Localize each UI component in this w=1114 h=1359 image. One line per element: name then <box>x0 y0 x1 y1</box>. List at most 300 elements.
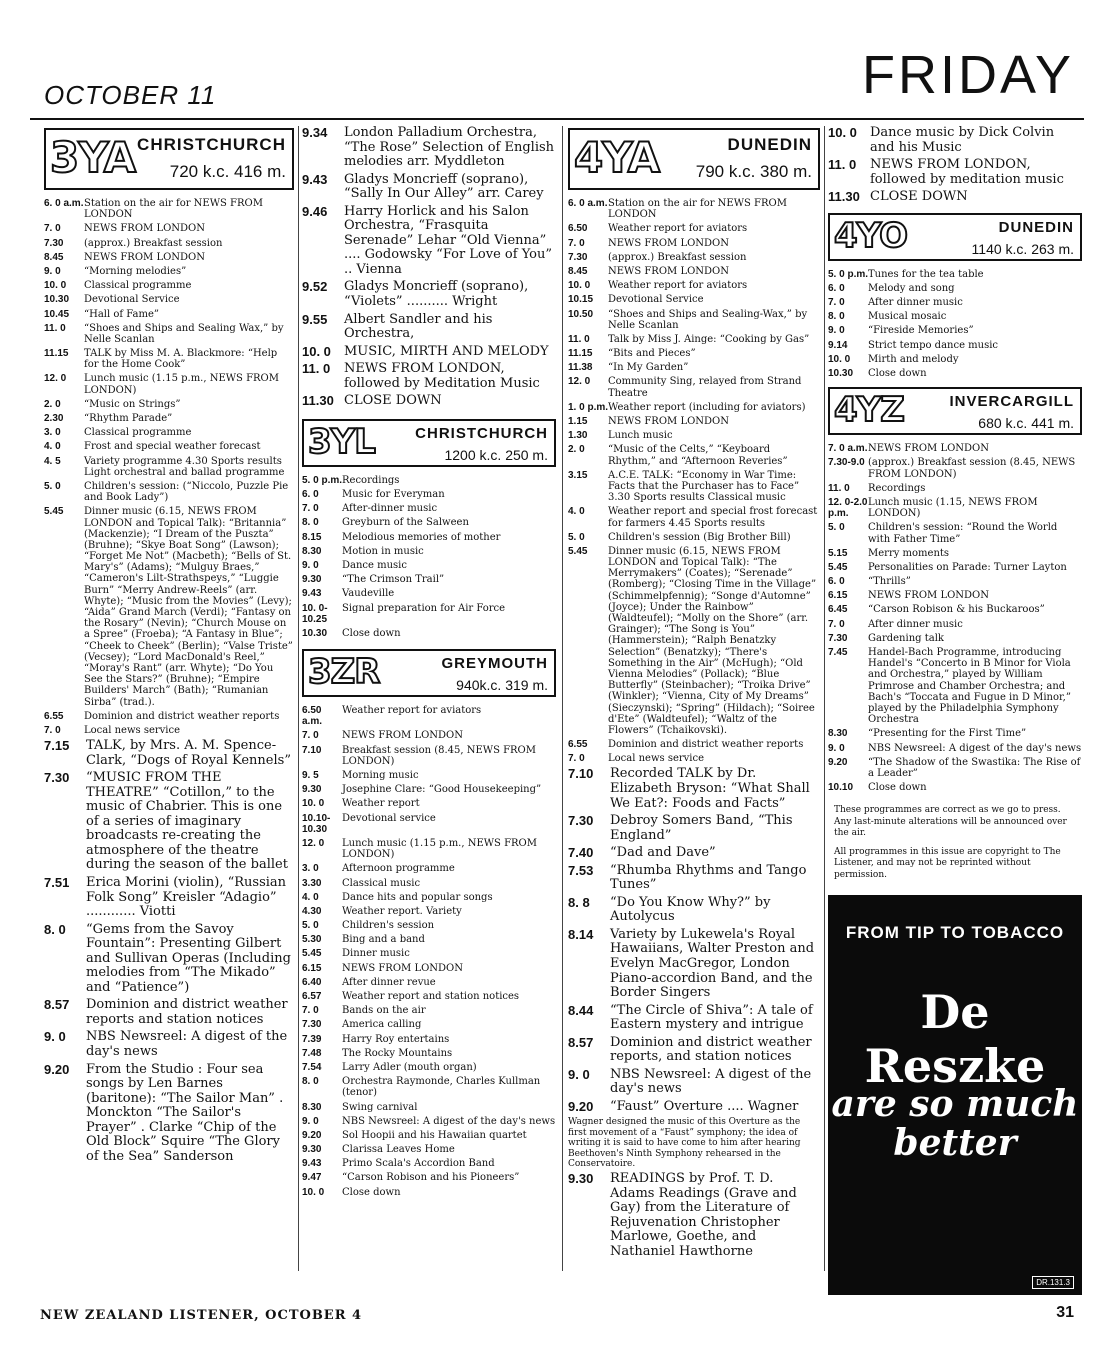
entry-time: 7.45 <box>828 647 848 659</box>
programme-entry <box>302 517 556 528</box>
entry-time: 7.39 <box>302 1033 322 1045</box>
programme-entry <box>302 991 556 1002</box>
programme-entry <box>302 173 556 202</box>
programme-entry <box>302 1158 556 1169</box>
programme-entry <box>44 725 294 736</box>
entry-time: 7.30 <box>568 813 594 829</box>
entry-time: 10. 0 <box>44 280 67 292</box>
entry-description: (approx.) Breakfast session (8.45, NEWS FROM LONDON) <box>868 457 1076 480</box>
entry-description: Dance music <box>342 559 407 571</box>
entry-time: 6.15 <box>302 962 322 974</box>
entry-description: Weather report <box>342 798 420 810</box>
programme-entry <box>44 223 294 234</box>
entry-description: NEWS FROM LONDON, followed by meditation music <box>870 157 1064 187</box>
entry-description: “Shoes and Ships and Sealing-Wax,” by Nelle Scanlan <box>608 308 808 331</box>
station-city: CHRISTCHURCH <box>137 135 286 154</box>
station-frequency: 940k.c. 319 m. <box>456 677 548 694</box>
entry-description: Handel-Bach Programme, introducing Handel's “Concerto in B Minor for Viola and Orchestra,” played by William Primrose and Chamber Orchestra; and Bach's “Toccata and Fugue in D Minor,” played by the Philadelphia Symphony Orchestra <box>868 647 1071 726</box>
entry-time: 11.15 <box>44 348 69 360</box>
station-box-3yl <box>302 419 556 467</box>
entry-time: 10.30 <box>44 294 70 306</box>
entry-description: NBS Newsreel: A digest of the day's news <box>610 1066 812 1097</box>
ad-slogan: are so much better <box>831 1082 1079 1165</box>
entry-description: NEWS FROM LONDON <box>608 416 729 427</box>
entry-description: “In My Garden” <box>608 362 689 374</box>
entry-time: 6. 0 a.m. <box>44 198 84 209</box>
entry-time: 4. 0 <box>44 441 61 453</box>
entry-description: Mirth and melody <box>868 353 959 365</box>
entry-time: 12. 0-2.0 p.m. <box>828 496 868 520</box>
entry-time: 11. 0 <box>44 322 66 334</box>
programme-entry <box>302 1019 556 1030</box>
entry-description: Children's session: “Round the World with Father Time” <box>868 522 1058 545</box>
entry-time: 2. 0 <box>44 398 61 410</box>
programme-entry <box>568 739 820 750</box>
programme-entry <box>302 1144 556 1155</box>
entry-time: 7. 0 <box>302 730 319 742</box>
page-date: OCTOBER 11 <box>44 80 217 110</box>
entry-description: Station on the air for NEWS FROM LONDON <box>608 198 787 221</box>
entry-description: “Morning melodies” <box>84 265 187 277</box>
programme-entry <box>302 770 556 781</box>
station-city: INVERCARGILL <box>949 393 1074 411</box>
station-city: DUNEDIN <box>998 218 1074 236</box>
programme-entry <box>44 373 294 395</box>
entry-description: NEWS FROM LONDON, followed by Meditation Music <box>344 361 540 391</box>
programme-entry <box>828 190 1082 205</box>
entry-time: 7. 0 <box>44 724 61 736</box>
entry-time: 11.30 <box>828 189 860 205</box>
entry-time: 8.14 <box>568 926 594 942</box>
programme-entry <box>302 838 556 860</box>
entry-description: Weather report. Variety <box>342 905 462 917</box>
entry-description: Devotional Service <box>608 294 704 306</box>
entry-description: “Do You Know Why?” by Autolycus <box>610 894 771 925</box>
programme-entry <box>568 444 820 466</box>
programme-entry <box>44 923 294 996</box>
entry-time: 7.10 <box>568 766 594 782</box>
schedule-list <box>302 475 556 639</box>
entry-time: 9.43 <box>302 588 322 600</box>
entry-description: “Bits and Pieces” <box>608 348 696 360</box>
programme-entry <box>568 1004 820 1033</box>
entry-time: 6.50 a.m. <box>302 705 323 728</box>
entry-description: Frost and special weather forecast <box>84 441 261 453</box>
entry-description: MUSIC, MIRTH AND MELODY <box>344 343 549 359</box>
programme-entry <box>302 1172 556 1183</box>
station-frequency: 680 k.c. 441 m. <box>978 415 1074 432</box>
programme-entry <box>568 846 820 861</box>
entry-time: 9.52 <box>302 279 328 295</box>
entry-description: Erica Morini (violin), “Russian Folk Song” Kreisler “Adagio” ............ Viotti <box>86 874 287 920</box>
entry-description: Devotional service <box>342 812 436 824</box>
entry-description: “Music of the Celts,” “Keyboard Rhythm,” and “Afternoon Reveries” <box>608 444 788 467</box>
entry-description: NEWS FROM LONDON <box>342 962 463 974</box>
entry-time: 9.43 <box>302 1158 322 1170</box>
entry-time: 9.46 <box>302 203 328 219</box>
entry-time: 5. 0 <box>828 522 845 534</box>
entry-time: 5.30 <box>302 934 322 946</box>
programme-entry <box>568 280 820 291</box>
entry-description: Breakfast session (8.45, NEWS FROM LONDON) <box>342 744 536 767</box>
entry-time: 8.30 <box>302 545 322 557</box>
schedule-list <box>828 269 1082 380</box>
entry-description: NEWS FROM LONDON <box>342 730 463 742</box>
programme-entry <box>44 309 294 320</box>
entry-time: 4. 0 <box>302 891 319 903</box>
ad-tagline: FROM TIP TO TOBACCO <box>845 922 1065 942</box>
entry-time: 11. 0 <box>828 482 850 494</box>
programme-entry <box>568 266 820 277</box>
entry-description: Strict tempo dance music <box>868 339 999 351</box>
entry-description: Close down <box>342 627 401 639</box>
entry-time: 12. 0 <box>302 837 325 849</box>
entry-time: 6.15 <box>828 590 848 602</box>
programme-entry <box>828 126 1082 155</box>
schedule-list <box>828 443 1082 793</box>
programme-entry <box>302 1102 556 1113</box>
entry-time: 10. 0 <box>568 280 591 292</box>
station-city: DUNEDIN <box>727 135 812 154</box>
programme-entry <box>568 470 820 504</box>
entry-description: Lunch music (1.15 p.m., NEWS FROM LONDON) <box>342 837 537 861</box>
programme-entry <box>568 223 820 234</box>
entry-time: 7.48 <box>302 1047 322 1059</box>
entry-description: Dominion and district weather reports <box>84 710 280 722</box>
entry-time: 6. 0 <box>828 282 845 294</box>
entry-description: “Gems from the Savoy Fountain”: Presenting Gilbert and Sullivan Operas (Including melodies from “The Mikado” and “Patience”) <box>86 921 291 995</box>
programme-entry <box>302 588 556 599</box>
entry-description: READINGS by Prof. T. D. Adams Readings (Grave and Gay) from the Literature of Rejuvenation Christopher Marlowe, Goethe, and Nathaniel Hawthorne <box>610 1171 797 1259</box>
entry-description: Weather report for aviators <box>608 280 748 292</box>
programme-entry <box>302 892 556 903</box>
entry-description: “Presenting for the First Time” <box>868 728 1027 740</box>
entry-time: 12. 0 <box>44 373 67 385</box>
station-call: 3ZR <box>308 652 380 693</box>
entry-time: 6.55 <box>568 739 588 751</box>
programme-entry <box>44 1030 294 1059</box>
entry-description: NEWS FROM LONDON <box>84 251 205 263</box>
programme-entry <box>828 590 1082 601</box>
programme-entry <box>568 864 820 893</box>
programme-entry <box>302 1116 556 1127</box>
entry-time: 7.54 <box>302 1061 322 1073</box>
programme-entry <box>44 266 294 277</box>
programme-entry <box>568 532 820 543</box>
entry-description: Local news service <box>608 753 705 765</box>
entry-time: 10. 0-10.25 <box>302 602 328 625</box>
station-call: 3YL <box>308 421 375 462</box>
programme-entry <box>302 560 556 571</box>
entry-time: 11.15 <box>568 348 593 360</box>
entry-description: Larry Adler (mouth organ) <box>342 1061 477 1073</box>
programme-entry <box>302 1076 556 1098</box>
entry-time: 4. 0 <box>568 506 585 518</box>
entry-time: 7.53 <box>568 862 594 878</box>
entry-description: Close down <box>868 368 927 380</box>
station-box-4yo <box>828 213 1082 261</box>
entry-description: “Shoes and Ships and Sealing Wax,” by Nelle Scanlan <box>84 322 284 345</box>
column-3yl-3zr <box>302 126 556 1276</box>
programme-entry <box>568 309 820 331</box>
entry-description: Recordings <box>868 482 926 494</box>
programme-entry <box>302 784 556 795</box>
entry-time: 7. 0 <box>568 237 585 249</box>
entry-time: 11. 0 <box>302 361 331 377</box>
entry-description: Primo Scala's Accordion Band <box>342 1158 495 1170</box>
entry-time: 8.45 <box>568 265 588 277</box>
entry-time: 11. 0 <box>568 333 590 345</box>
entry-description: Station on the air for NEWS FROM LONDON <box>84 198 263 221</box>
programme-entry <box>828 743 1082 754</box>
ad-brand: De Reszke <box>864 984 1046 1093</box>
entry-time: 8. 0 <box>828 311 845 323</box>
station-frequency: 720 k.c. 416 m. <box>169 162 286 181</box>
entry-time: 6. 0 <box>828 576 845 588</box>
entry-description: CLOSE DOWN <box>870 189 968 205</box>
entry-description: Recorded TALK by Dr. Elizabeth Bryson: “What Shall We Eat?: Foods and Facts” <box>610 766 810 811</box>
entry-description: Lunch music <box>608 430 673 442</box>
station-city: GREYMOUTH <box>441 655 548 673</box>
entry-description: Vaudeville <box>342 588 395 600</box>
programme-entry <box>568 376 820 398</box>
programme-entry <box>44 427 294 438</box>
entry-time: 10. 0 <box>302 1186 325 1198</box>
programme-entry <box>568 430 820 441</box>
programme-entry <box>302 126 556 170</box>
page-day: FRIDAY <box>861 45 1074 105</box>
entry-time: 7.30 <box>568 251 588 263</box>
programme-entry <box>44 294 294 305</box>
header-rule <box>30 118 1084 120</box>
programme-entry <box>302 574 556 585</box>
programme-entry <box>568 416 820 427</box>
entry-time: 10.30 <box>828 368 854 380</box>
entry-description: After dinner revue <box>342 976 436 988</box>
entry-description: Music for Everyman <box>342 489 445 501</box>
entry-description: Close down <box>868 782 927 794</box>
programme-entry <box>568 198 820 220</box>
entry-time: 10.10 <box>828 782 854 794</box>
entry-time: 7.30 <box>828 632 848 644</box>
entry-description: Children's session (Big Brother Bill) <box>608 531 791 543</box>
entry-time: 6.50 <box>568 223 588 235</box>
wagner-note: Wagner designed the music of this Overture as the first movement of a “Faust” symphony; the idea of writing it is said to have come to him after hearing Beethoven's Ninth Symphony rehearsed in the Conservatoire. <box>568 1117 801 1169</box>
entry-time: 9. 0 <box>302 1115 319 1127</box>
entry-description: Weather report and station notices <box>342 991 520 1003</box>
entry-time: 8.30 <box>828 728 848 740</box>
programme-entry <box>302 1048 556 1059</box>
entry-description: London Palladium Orchestra, “The Rose” Selection of English melodies arr. Myddleton <box>344 125 555 170</box>
entry-time: 2. 0 <box>568 444 585 456</box>
entry-description: “Carson Robison & his Buckaroos” <box>868 604 1045 616</box>
entry-time: 6.55 <box>44 710 64 722</box>
entry-description: Dance music by Dick Colvin and his Music <box>870 125 1055 155</box>
entry-description: NEWS FROM LONDON <box>608 237 729 249</box>
entry-description: Sol Hoopii and his Hawaiian quartet <box>342 1129 527 1141</box>
entry-time: 7.30-9.0 <box>828 457 865 469</box>
entry-time: 9.30 <box>302 1144 322 1156</box>
programme-entry <box>828 728 1082 739</box>
entry-description: Josephine Clare: “Good Housekeeping” <box>342 784 542 796</box>
entry-time: 7.30 <box>44 770 70 786</box>
entry-description: (approx.) Breakfast session <box>84 237 223 249</box>
entry-description: Gladys Moncrieff (soprano), “Violets” .......... Wright <box>344 279 529 310</box>
programme-entry <box>568 238 820 249</box>
entry-description: Harry Horlick and his Salon Orchestra, “Frasquita Serenade” Lehar “Old Vienna” .... Godowsky “For Love of You” .. Vienna <box>344 203 552 277</box>
entry-time: 9.34 <box>302 125 328 140</box>
entry-time: 9. 0 <box>568 1066 590 1082</box>
programme-entry <box>568 252 820 263</box>
station-box-3ya <box>44 128 294 190</box>
entry-time: 6.40 <box>302 976 322 988</box>
entry-time: 7.10 <box>302 744 322 756</box>
entry-time: 5. 0 p.m. <box>302 474 343 486</box>
entry-description: Afternoon programme <box>342 863 455 875</box>
entry-description: “The Shadow of the Swastika: The Rise of a Leader” <box>868 756 1081 779</box>
entry-description: Tunes for the tea table <box>868 268 984 280</box>
entry-description: Weather report for aviators <box>608 223 748 235</box>
entry-description: Weather report for aviators <box>342 705 482 717</box>
entry-time: 10. 0 <box>302 798 325 810</box>
programme-entry <box>568 334 820 345</box>
entry-description: Swing carnival <box>342 1101 418 1113</box>
programme-entry <box>568 1100 820 1115</box>
programme-entry <box>44 876 294 920</box>
programme-entry <box>302 489 556 500</box>
entry-time: 7.40 <box>568 845 594 861</box>
entry-description: Gladys Moncrieff (soprano), “Sally In Our Alley” arr. Carey <box>344 171 544 202</box>
programme-notice: These programmes are correct as we go to press. Any last-minute alterations will be announced over the air. <box>834 805 1067 838</box>
entry-time: 8.30 <box>302 1101 322 1113</box>
entry-time: 9.30 <box>302 784 322 796</box>
programme-entry <box>302 205 556 278</box>
entry-time: 10. 0 <box>828 353 851 365</box>
programme-entry <box>44 739 294 768</box>
entry-description: Dinner music <box>342 948 410 960</box>
entry-time: 4.30 <box>302 905 322 917</box>
programme-entry <box>568 814 820 843</box>
station-frequency: 1200 k.c. 250 m. <box>444 446 548 463</box>
entry-description: Harry Roy entertains <box>342 1033 450 1045</box>
schedule-list-evening <box>828 126 1082 205</box>
entry-description: Classical music <box>342 877 421 889</box>
station-call: 4YZ <box>834 390 904 431</box>
programme-entry <box>568 294 820 305</box>
entry-description: Recordings <box>342 474 400 486</box>
copyright-notice: All programmes in this issue are copyright to The Listener, and may not be reprinted without permission. <box>834 847 1061 880</box>
programme-entry <box>302 1187 556 1198</box>
entry-time: 8.57 <box>568 1034 594 1050</box>
entry-time: 6.57 <box>302 991 322 1003</box>
programme-entry <box>828 283 1082 294</box>
station-box-4yz <box>828 387 1082 435</box>
programme-entry <box>828 158 1082 187</box>
programme-entry <box>828 562 1082 573</box>
schedule-list-evening <box>568 1172 820 1259</box>
programme-entry <box>828 782 1082 793</box>
entry-description: Variety programme 4.30 Sports results Light orchestral and ballad programme <box>84 455 285 478</box>
programme-entry <box>302 1034 556 1045</box>
programme-entry <box>44 711 294 722</box>
entry-description: A.C.E. TALK: “Economy in War Time: Facts that the Purchaser has to Face” 3.30 Sports results Classical music <box>608 469 800 504</box>
entry-description: Bands on the air <box>342 1005 426 1017</box>
entry-time: 4. 5 <box>44 455 61 467</box>
entry-description: Dinner music (6.15, NEWS FROM LONDON and Topical Talk): “The Merrymakers” (Coates); “Serenade” (Romberg); “Closing Time in the Village” (Schimmelpfennig); “Songe d'Automne” (Joyce); Under the Rainbow” (Waldteufel); “Molly on the Shore” (arr. Grainger); “The Song is You” (Hammerstein); “Ralph Benatzky Selection” (Benatzky); “There's Something in the Air” (McHugh); “Old Vienna Melodies” (Pollack); “Blue Butterfly” (Steinbacher); “Troika Drive” (Winkler); “Vienna, City of My Dreams” (Sieczynski); “Spring” (Hildach); “Soiree d'Ete” (Waldteufel); “Waltz of the Flowers” (Tchaikovski). <box>608 545 817 736</box>
entry-description: Signal preparation for Air Force <box>342 602 506 614</box>
column-divider <box>298 126 299 1271</box>
programme-entry <box>302 1062 556 1073</box>
entry-description: Children's session: (“Niccolo, Puzzle Pie and Book Lady”) <box>84 480 289 504</box>
programme-entry <box>302 345 556 360</box>
entry-time: 1.15 <box>568 416 588 427</box>
entry-description: Melody and song <box>868 282 955 294</box>
entry-time: 8.45 <box>44 251 64 263</box>
entry-time: 9.55 <box>302 311 328 327</box>
entry-description: NBS Newsreel: A digest of the day's news <box>86 1029 288 1059</box>
programme-entry <box>568 928 820 1001</box>
page-number: 31 <box>1056 1304 1074 1321</box>
programme-entry <box>302 963 556 974</box>
entry-description: Community Sing, relayed from Strand Theatre <box>608 376 802 399</box>
column-divider <box>824 126 825 1271</box>
entry-description: NBS Newsreel: A digest of the day's news <box>868 742 1082 754</box>
entry-time: 10. 0 <box>828 125 857 140</box>
entry-time: 5. 0 <box>568 531 585 543</box>
entry-time: 3. 0 <box>302 863 319 875</box>
programme-entry <box>44 441 294 452</box>
programme-entry <box>568 348 820 359</box>
entry-description: Local news service <box>84 724 181 736</box>
entry-description: Talk by Miss J. Ainge: “Cooking by Gas” <box>608 333 810 345</box>
programme-entry <box>44 238 294 249</box>
programme-entry <box>828 647 1082 725</box>
entry-description: Orchestra Raymonde, Charles Kullman (tenor) <box>342 1076 541 1099</box>
entry-time: 3. 0 <box>44 427 61 439</box>
entry-description: Melodious memories of mother <box>342 531 501 543</box>
programme-entry <box>302 934 556 945</box>
entry-time: 7. 0 <box>568 753 585 765</box>
entry-description: (approx.) Breakfast session <box>608 251 747 263</box>
entry-time: 7.30 <box>44 237 64 249</box>
programme-entry <box>568 1172 820 1259</box>
entry-time: 9.30 <box>302 574 322 586</box>
entry-time: 10.45 <box>44 308 70 320</box>
footer-publication: NEW ZEALAND LISTENER, OCTOBER 4 <box>40 1308 363 1323</box>
entry-time: 9. 0 <box>302 559 319 571</box>
entry-time: 3.30 <box>302 877 322 889</box>
ad-code: DR.131.3 <box>1032 1276 1074 1289</box>
entry-time: 9. 0 <box>828 742 845 754</box>
entry-description: “MUSIC FROM THE THEATRE” “Cotillon,” to the music of Chabrier. This is one of a series of imaginary broadcasts re-creating the atmosphere of the theatre during the season of the ballet <box>86 770 288 873</box>
programme-entry <box>568 767 820 811</box>
entry-description: Debroy Somers Band, “This England” <box>610 813 793 843</box>
entry-time: 10.10-10.30 <box>302 812 331 835</box>
entry-time: 11.38 <box>568 362 593 374</box>
entry-time: 1. 0 p.m. <box>568 401 609 413</box>
entry-description: Clarissa Leaves Home <box>342 1144 455 1156</box>
entry-description: Dinner music (6.15, NEWS FROM LONDON and Topical Talk): “Britannia” (Mackenzie); “I Dream of the Puszta” (Bruhne); “Skye Boat Song” (Lawson); “Forget Me Not” (Macbeth); “Bells of St. Mary's” (Adams); “Mulguy Braes,” “Cameron's Lilt-Strathspeys,” “Luggie Burn” “Merry Andrew-Reels” (arr. Whyte); “Music from the Movies” (Levy); “Aida” Grand March (Verdi); “Fantasy on the Rosary” (Nevin); “Church Mouse on a Spree” (Froeba); “A Fantasy in Blue”; “Cheek to Cheek” (Berlin); “Valse Triste” (Vecsey); “Lord MacDonald's Reel,” “Moray's Rant” (arr. Whyte); “Do You See the Stars?” (Bruhne); “Empire Builders' March” (Bath); “Rumanian Sirba” (trad.). <box>84 506 293 708</box>
entry-description: “Thrills” <box>868 576 911 588</box>
programme-entry <box>44 252 294 263</box>
entry-time: 8.57 <box>44 997 70 1013</box>
programme-entry <box>44 456 294 478</box>
entry-time: 10.15 <box>568 294 594 306</box>
schedule-list <box>302 705 556 1198</box>
entry-time: 7. 0 a.m. <box>828 443 868 455</box>
programme-entry <box>568 1036 820 1065</box>
entry-description: “Faust” Overture .... Wagner <box>610 1098 799 1114</box>
